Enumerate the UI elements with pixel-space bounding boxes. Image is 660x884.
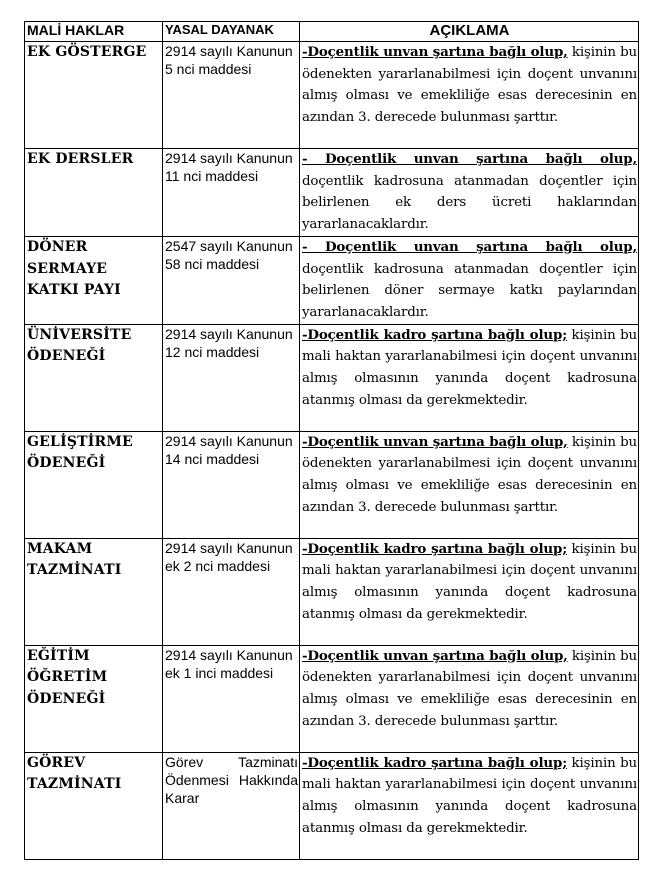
header-row bbox=[25, 22, 639, 42]
hak-name: MAKAM TAZMİNATI bbox=[25, 538, 163, 645]
aciklama-text: doçentlik kadrosuna atanmadan doçentler için belirlenen döner sermaye katkı paylarından yararlanacaklardır. bbox=[302, 261, 637, 320]
aciklama-lead: -Doçentlik kadro şartına bağlı olup; bbox=[302, 326, 567, 343]
aciklama-lead: -Doçentlik kadro şartına bağlı olup; bbox=[302, 540, 567, 557]
aciklama-lead: -Doçentlik unvan şartına bağlı olup, bbox=[302, 647, 568, 664]
aciklama-text: kişinin bu mali haktan yararlanabilmesi için doçent unvanını almış olmasının yanında doçent kadrosuna atanmış olması da gerekmektedir. bbox=[302, 541, 637, 622]
hak-name: DÖNER SERMAYE KATKI PAYI bbox=[25, 236, 163, 324]
aciklama-text: kişinin bu ödenekten yararlanabilmesi için doçent unvanını almış olması ve emekliliğe esas derecesinin en azından 3. derecede bulunması şarttır. bbox=[302, 45, 637, 126]
aciklama-cell bbox=[300, 538, 639, 645]
table-row bbox=[25, 324, 639, 431]
hak-name: GELİŞTİRME ÖDENEĞİ bbox=[25, 431, 163, 538]
yasal-dayanak: 2914 sayılı Kanunun 12 nci maddesi bbox=[163, 324, 300, 431]
aciklama-lead: -Doçentlik unvan şartına bağlı olup, bbox=[302, 433, 568, 450]
header-mali-haklar: MALİ HAKLAR bbox=[25, 22, 163, 42]
table-row bbox=[25, 149, 639, 237]
yasal-dayanak: 2914 sayılı Kanunun 5 nci maddesi bbox=[163, 42, 300, 149]
table-row bbox=[25, 538, 639, 645]
hak-name: EĞİTİM ÖĞRETİM ÖDENEĞİ bbox=[25, 645, 163, 752]
aciklama-lead: - Doçentlik unvan şartına bağlı olup, bbox=[302, 151, 637, 167]
table-row bbox=[25, 42, 639, 149]
hak-name: GÖREV TAZMİNATI bbox=[25, 752, 163, 859]
aciklama-cell bbox=[300, 149, 639, 237]
hak-name: EK GÖSTERGE bbox=[25, 42, 163, 149]
yasal-dayanak: 2914 sayılı Kanunun ek 2 nci maddesi bbox=[163, 538, 300, 645]
table-row bbox=[25, 431, 639, 538]
hak-name: ÜNİVERSİTE ÖDENEĞİ bbox=[25, 324, 163, 431]
mali-haklar-table bbox=[24, 21, 639, 860]
aciklama-cell bbox=[300, 236, 639, 324]
yasal-dayanak: 2547 sayılı Kanunun 58 nci maddesi bbox=[163, 236, 300, 324]
aciklama-lead: -Doçentlik unvan şartına bağlı olup, bbox=[302, 44, 568, 60]
header-yasal-dayanak: YASAL DAYANAK bbox=[163, 22, 300, 42]
aciklama-lead: - Doçentlik unvan şartına bağlı olup, bbox=[302, 238, 637, 255]
table-row bbox=[25, 645, 639, 752]
hak-name: EK DERSLER bbox=[25, 149, 163, 237]
yasal-dayanak: 2914 sayılı Kanunun 11 nci maddesi bbox=[163, 149, 300, 237]
aciklama-text: doçentlik kadrosuna atanmadan doçentler için belirlenen ek ders ücreti haklarından yararlanacaklardır. bbox=[302, 173, 637, 233]
aciklama-cell bbox=[300, 42, 639, 149]
aciklama-cell bbox=[300, 324, 639, 431]
aciklama-text: kişinin bu ödenekten yararlanabilmesi için doçent unvanını almış olması ve emekliliğe esas derecesinin en azından 3. derecede bulunması şarttır. bbox=[302, 434, 637, 515]
header-aciklama: AÇIKLAMA bbox=[300, 22, 639, 42]
table-row bbox=[25, 752, 639, 859]
yasal-dayanak: 2914 sayılı Kanunun 14 nci maddesi bbox=[163, 431, 300, 538]
aciklama-text: kişinin bu ödenekten yararlanabilmesi için doçent unvanını almış olması ve emekliliğe esas derecesinin en azından 3. derecede bulunması şarttır. bbox=[302, 648, 637, 729]
aciklama-text: kişinin bu mali haktan yararlanabilmesi için doçent unvanını almış olmasının yanında doçent kadrosuna atanmış olması da gerekmektedir. bbox=[302, 327, 637, 408]
aciklama-lead: -Doçentlik kadro şartına bağlı olup; bbox=[302, 754, 567, 771]
yasal-dayanak: 2914 sayılı Kanunun ek 1 inci maddesi bbox=[163, 645, 300, 752]
aciklama-cell bbox=[300, 431, 639, 538]
yasal-dayanak: Görev Tazminatı Ödenmesi Hakkında Karar bbox=[163, 752, 300, 859]
table-row bbox=[25, 236, 639, 324]
aciklama-text: kişinin bu mali haktan yararlanabilmesi için doçent unvanını almış olmasının yanında doçent kadrosuna atanmış olması da gerekmektedir. bbox=[302, 755, 637, 836]
aciklama-cell bbox=[300, 645, 639, 752]
aciklama-cell bbox=[300, 752, 639, 859]
